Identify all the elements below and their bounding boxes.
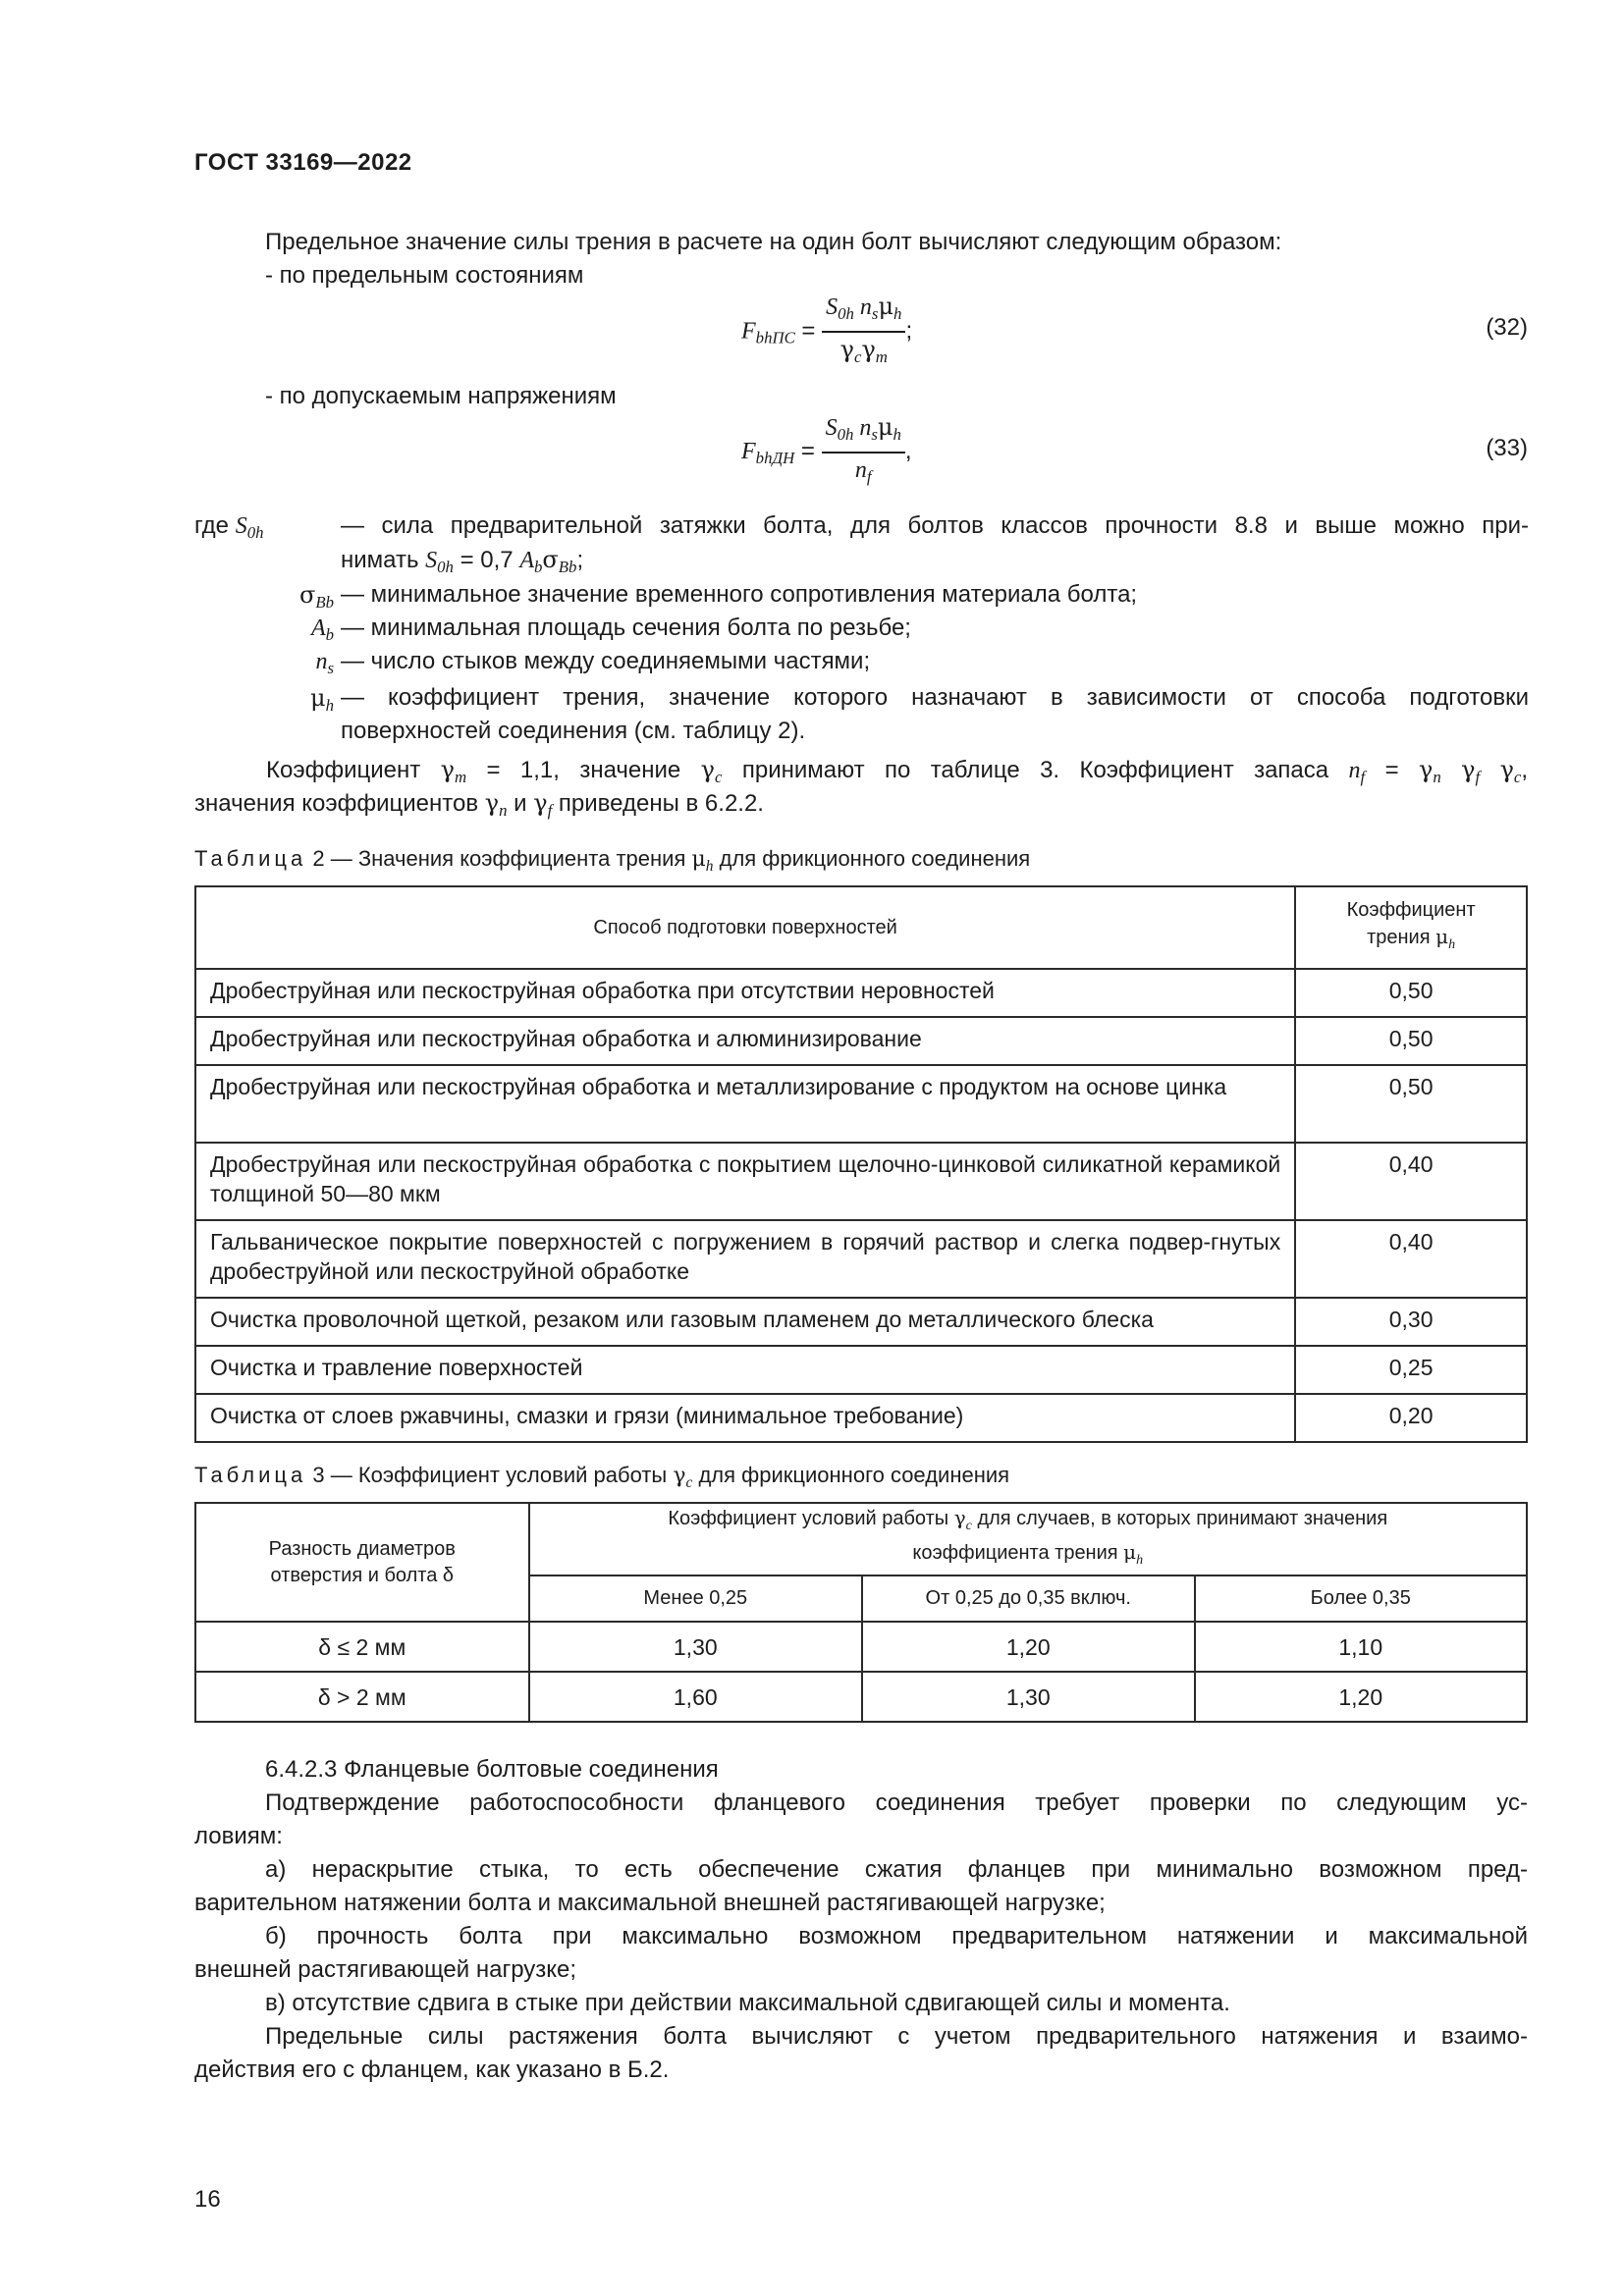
section-paragraph: а) нераскрытие стыка, то есть обеспечение сжатия фланцев при минимально возможном пред- <box>265 1856 1528 1883</box>
definition-sigma-bb: — минимальное значение временного сопротивления материала болта; <box>341 581 1138 608</box>
definition-mu-h-cont: поверхностей соединения (см. таблицу 2). <box>341 718 806 744</box>
table2-method: Очистка и травление поверхностей <box>195 1346 1295 1394</box>
by-allowable-stress-label: - по допускаемым напряжениям <box>265 383 617 409</box>
section-paragraph: Подтверждение работоспособности фланцевого соединения требует проверки по следующим ус- <box>265 1789 1528 1816</box>
definition-mu-h: — коэффициент трения, значение которого назначают в зависимости от способа подготовки <box>341 684 1529 711</box>
where-label: где $S_{0h}$ <box>194 512 264 542</box>
table3-cell: 1,30 <box>862 1672 1194 1722</box>
intro-line: Предельное значение силы трения в расчете на один болт вычисляют следующим образом: <box>265 229 1282 255</box>
table-row <box>195 1298 1527 1346</box>
table3-subhead: Более 0,35 <box>1195 1575 1528 1622</box>
coefficient-paragraph-line1: Коэффициент $\gamma_m = 1,1$, значение $\gamma_c$ принимают по таблице 3. Коэффициент запаса $n_f = \gamma_n$ $\gamma_f$ $\gamma_c$, <box>266 756 1529 786</box>
table2-method: Дробеструйная или пескоструйная обработка и алюминизирование <box>195 1017 1295 1065</box>
section-paragraph: Предельные силы растяжения болта вычисляют с учетом предварительного натяжения и взаимо- <box>265 2023 1528 2050</box>
table2-value: 0,25 <box>1295 1346 1527 1394</box>
table3-cell: 1,60 <box>529 1672 862 1722</box>
table3-row-label: δ > 2 мм <box>195 1672 529 1722</box>
formula-32-number: (32) <box>1486 314 1528 341</box>
symbol-ab: $A_b$ <box>310 615 334 644</box>
table3-head-diff: Разность диаметров отверстия и болта δ <box>195 1503 529 1622</box>
table2-method: Дробеструйная или пескоструйная обработка при отсутствии неровностей <box>195 969 1295 1017</box>
definition-s0h-cont: нимать $S_{0h} = 0,7$ $A_b\sigma_{Bb}$; <box>341 546 584 576</box>
section-heading: 6.4.2.3 Фланцевые болтовые соединения <box>265 1756 719 1783</box>
table-row <box>195 1622 1527 1672</box>
table-row <box>195 1672 1527 1722</box>
table3-row-label: δ ≤ 2 мм <box>195 1622 529 1672</box>
table2-method: Очистка от слоев ржавчины, смазки и грязи (минимальное требование) <box>195 1394 1295 1442</box>
formula-32: $F_{bhПС}$ = $\frac{S_{0h} n_s\mu_h}{\gamma_c\gamma_m}$ ; <box>741 290 912 374</box>
definition-ab: — минимальная площадь сечения болта по резьбе; <box>341 614 911 641</box>
section-paragraph: в) отсутствие сдвига в стыке при действии максимальной сдвигающей силы и момента. <box>265 1990 1230 2016</box>
table3-subhead: Менее 0,25 <box>529 1575 862 1622</box>
table2-head-method: Способ подготовки поверхностей <box>195 886 1295 969</box>
coefficient-paragraph-line2: значения коэффициентов $\gamma_n$ и $\gamma_f$ приведены в 6.2.2. <box>194 789 764 820</box>
table2-value: 0,50 <box>1295 1017 1527 1065</box>
table2-caption: Таблица 2 — Значения коэффициента трения $\mu_h$ для фрикционного соединения <box>194 846 1031 875</box>
table-row <box>195 1143 1527 1220</box>
table2-value: 0,50 <box>1295 1065 1527 1143</box>
symbol-ns: $n_s$ <box>315 649 334 677</box>
table2-value: 0,50 <box>1295 969 1527 1017</box>
table3-cell: 1,20 <box>862 1622 1194 1672</box>
table-row <box>195 969 1527 1017</box>
formula-33-number: (33) <box>1486 435 1528 461</box>
table2-method: Очистка проволочной щеткой, резаком или газовым пламенем до металлического блеска <box>195 1298 1295 1346</box>
table2-method: Дробеструйная или пескоструйная обработка с покрытием щелочно-цинковой силикатной керамикой толщиной 50—80 мкм <box>195 1143 1295 1220</box>
section-paragraph: внешней растягивающей нагрузке; <box>194 1956 577 1983</box>
page-number: 16 <box>194 2186 221 2213</box>
table2-value: 0,40 <box>1295 1143 1527 1220</box>
table3-cell: 1,30 <box>529 1622 862 1672</box>
table2-value: 0,30 <box>1295 1298 1527 1346</box>
table-row <box>195 1017 1527 1065</box>
table2-method: Гальваническое покрытие поверхностей с погружением в горячий раствор и слегка подвер-гнутых дробеструйной или пескоструйной обработке <box>195 1220 1295 1298</box>
table3-subhead: От 0,25 до 0,35 включ. <box>862 1575 1194 1622</box>
table-row <box>195 1220 1527 1298</box>
table-row <box>195 1065 1527 1143</box>
table-row <box>195 1394 1527 1442</box>
table3-cell: 1,10 <box>1195 1622 1528 1672</box>
section-paragraph: варительном натяжении болта и максимальной внешней растягивающей нагрузке; <box>194 1890 1106 1916</box>
definition-s0h: — сила предварительной затяжки болта, для болтов классов прочности 8.8 и выше можно при- <box>341 512 1529 539</box>
definition-ns: — число стыков между соединяемыми частями; <box>341 648 871 674</box>
section-paragraph: б) прочность болта при максимально возможном предварительном натяжении и максимальной <box>265 1923 1528 1949</box>
symbol-sigma-bb: $\sigma_{Bb}$ <box>298 581 334 612</box>
table2-value: 0,20 <box>1295 1394 1527 1442</box>
symbol-mu-h: $\mu_h$ <box>310 684 334 715</box>
table2-value: 0,40 <box>1295 1220 1527 1298</box>
table3-caption: Таблица 3 — Коэффициент условий работы $\gamma_c$ для фрикционного соединения <box>194 1463 1010 1491</box>
friction-coefficient-table <box>194 885 1528 1443</box>
work-conditions-table <box>194 1502 1528 1723</box>
section-paragraph: действия его с фланцем, как указано в Б.2. <box>194 2056 670 2083</box>
document-header: ГОСТ 33169—2022 <box>194 149 412 176</box>
by-limit-states-label: - по предельным состояниям <box>265 262 584 289</box>
table-row <box>195 1346 1527 1394</box>
table2-method: Дробеструйная или пескоструйная обработка и металлизирование с продуктом на основе цинка <box>195 1065 1295 1143</box>
section-paragraph: ловиям: <box>194 1823 283 1849</box>
table2-head-coef: Коэффициент трения $\mu_h$ <box>1295 886 1527 969</box>
table3-cell: 1,20 <box>1195 1672 1528 1722</box>
formula-33: $F_{bhДН}$ = $\frac{S_{0h} n_s\mu_h}{n_f}$ , <box>741 410 912 494</box>
table3-head-group: Коэффициент условий работы $\gamma_c$ для случаев, в которых принимают значения коэффициента трения $\mu_h$ <box>529 1503 1527 1575</box>
